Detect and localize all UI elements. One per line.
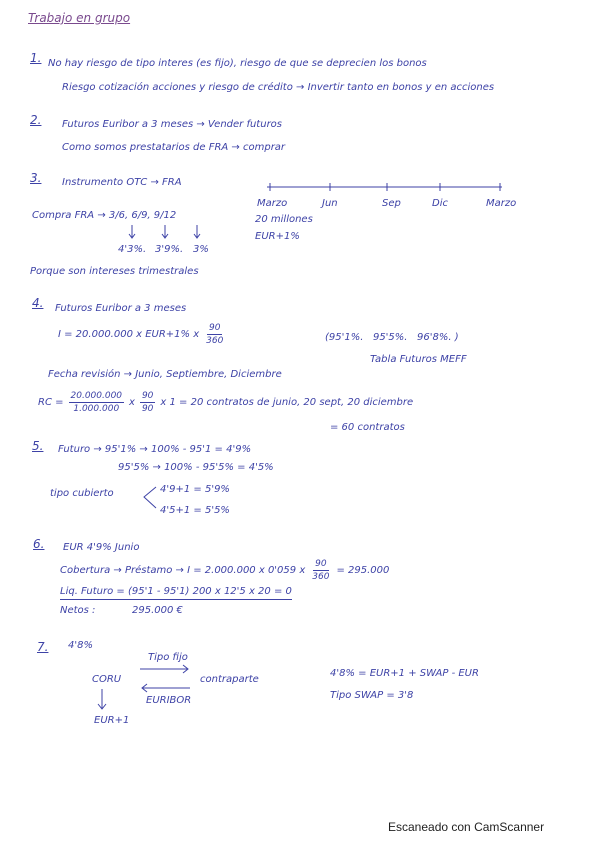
net-label: Netos :: [60, 605, 96, 616]
section-7-rate: 4'8%: [68, 640, 93, 651]
times-sign: x: [129, 397, 135, 408]
section-5-line-2: 95'5% → 100% - 95'5% = 4'5%: [118, 462, 274, 473]
net-value: 295.000 €: [132, 605, 183, 616]
section-number-4: 4.: [32, 296, 44, 310]
covered-rate: 4'5+1 = 5'5%: [160, 505, 230, 516]
timeline-label: Jun: [322, 198, 338, 209]
arrow-down-icon: [97, 689, 107, 711]
section-number-7: 7.: [37, 640, 49, 654]
section-4-line-1: Futuros Euribor a 3 meses: [55, 303, 187, 314]
loan-rate-label: EUR+1: [94, 715, 130, 726]
section-3-line-1: Instrumento OTC → FRA: [62, 177, 182, 188]
interest-formula: [58, 322, 227, 347]
swap-fixed-label: Tipo fijo: [148, 652, 188, 663]
timeline-label: Marzo: [486, 198, 517, 209]
covered-rate: 4'9+1 = 5'9%: [160, 484, 230, 495]
fraction-denominator: 1.000.000: [73, 404, 120, 414]
futures-table-caption: Tabla Futuros MEFF: [370, 354, 467, 365]
section-3-reason: Porque son intereses trimestrales: [30, 266, 199, 277]
down-arrows-icon: [126, 224, 206, 240]
formula-label: RC =: [38, 397, 64, 408]
formula-text: I = 20.000.000 x EUR+1% x: [58, 329, 200, 340]
fraction: [140, 390, 155, 415]
contracts-formula: [38, 390, 413, 415]
fraction-numerator: 90: [209, 323, 221, 333]
swap-rate: Tipo SWAP = 3'8: [330, 690, 414, 701]
covered-rate-label: tipo cubierto: [50, 488, 114, 499]
company-label: CORU: [92, 674, 122, 685]
fra-rate: 4'3%.: [118, 244, 147, 255]
page-title: Trabajo en grupo: [28, 11, 131, 25]
fraction: [310, 558, 331, 583]
arrow-right-icon: [140, 664, 190, 674]
fra-rate: 3'9%.: [155, 244, 184, 255]
bracket-icon: [142, 484, 158, 512]
fraction: [69, 390, 125, 415]
counterparty-label: contraparte: [200, 674, 259, 685]
contracts-total: = 60 contratos: [330, 422, 405, 433]
loan-rate: EUR+1%: [255, 231, 300, 242]
fra-purchase: Compra FRA → 3/6, 6/9, 9/12: [32, 210, 177, 221]
section-number-2: 2.: [30, 113, 42, 127]
timeline-axis: [262, 180, 507, 194]
hedge-formula: [60, 558, 389, 583]
fraction-denominator: 360: [312, 572, 330, 582]
loan-amount: 20 millones: [255, 214, 313, 225]
arrow-left-icon: [140, 683, 190, 693]
section-5-line-1: Futuro → 95'1% → 100% - 95'1 = 4'9%: [58, 444, 252, 455]
section-2-line-2: Como somos prestatarios de FRA → comprar: [62, 142, 286, 153]
swap-floating-label: EURIBOR: [146, 695, 192, 706]
formula-result: = 295.000: [336, 565, 390, 576]
timeline-label: Dic: [432, 198, 448, 209]
fraction-numerator: 90: [141, 391, 154, 401]
section-6-line-1: EUR 4'9% Junio: [63, 542, 140, 553]
section-2-line-1: Futuros Euribor a 3 meses → Vender futuros: [62, 119, 283, 130]
swap-equation: 4'8% = EUR+1 + SWAP - EUR: [330, 668, 479, 679]
fraction-numerator: 20.000.000: [70, 391, 123, 401]
section-number-1: 1.: [30, 51, 42, 65]
section-number-5: 5.: [32, 439, 44, 453]
review-dates: Fecha revisión → Junio, Septiembre, Diciembre: [48, 369, 282, 380]
fraction-numerator: 90: [315, 559, 327, 569]
timeline-label: Marzo: [257, 198, 288, 209]
fraction: [204, 322, 225, 347]
section-number-3: 3.: [30, 171, 42, 185]
fra-rate: 3%: [193, 244, 209, 255]
fraction-denominator: 90: [141, 404, 154, 414]
formula-result: x 1 = 20 contratos de junio, 20 sept, 20 diciembre: [160, 397, 414, 408]
scanner-watermark: Escaneado con CamScanner: [388, 820, 545, 834]
timeline-label: Sep: [382, 198, 401, 209]
section-1-line-1: No hay riesgo de tipo interes (es fijo), riesgo de que se deprecien los bonos: [48, 58, 427, 69]
formula-text: Cobertura → Préstamo → I = 2.000.000 x 0'059 x: [60, 565, 306, 576]
fraction-denominator: 360: [206, 336, 224, 346]
futures-prices: (95'1%. 95'5%. 96'8%. ): [325, 332, 459, 343]
futures-settlement: Liq. Futuro = (95'1 - 95'1) 200 x 12'5 x 20 = 0: [60, 585, 292, 600]
section-1-line-2: Riesgo cotización acciones y riesgo de crédito → Invertir tanto en bonos y en acciones: [62, 82, 495, 93]
section-number-6: 6.: [33, 537, 45, 551]
